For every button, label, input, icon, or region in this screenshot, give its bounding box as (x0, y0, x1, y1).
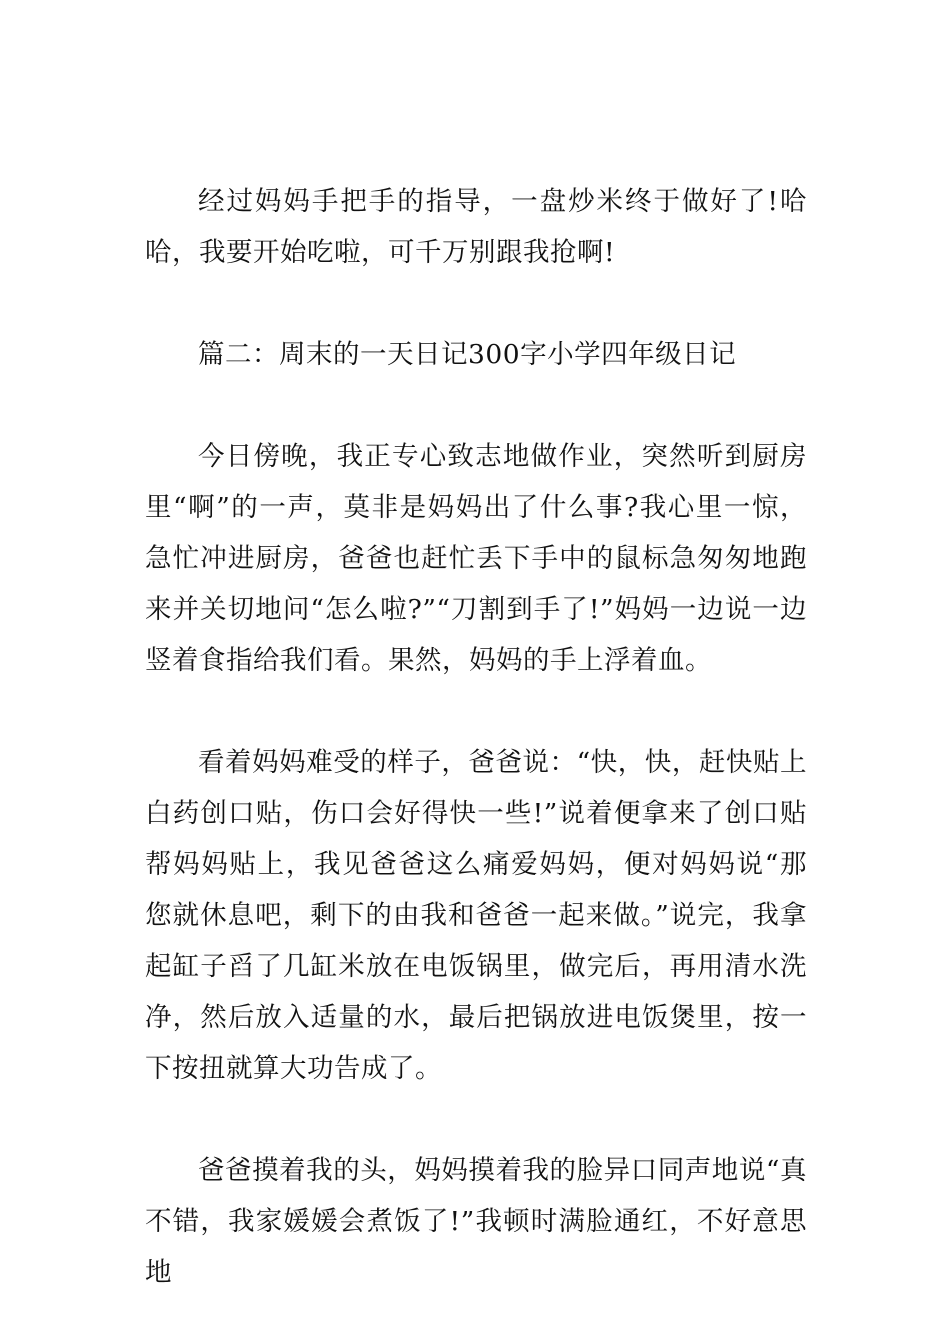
paragraph-gap (145, 1094, 807, 1145)
document-page (145, 176, 807, 1298)
paragraph-4: 爸爸摸着我的头，妈妈摸着我的脸异口同声地说“真不错，我家媛媛会煮饭了!”我顿时满脸通红，不好意思地 (145, 1155, 807, 1288)
paragraph-1: 经过妈妈手把手的指导，一盘炒米终于做好了!哈哈，我要开始吃啦，可千万别跟我抢啊! (145, 186, 807, 268)
paragraph-gap (145, 686, 807, 737)
paragraph-gap (145, 380, 807, 431)
paragraph-gap (145, 278, 807, 329)
paragraph-3: 看着妈妈难受的样子，爸爸说：“快，快，赶快贴上白药创口贴，伤口会好得快一些!”说着便拿来了创口贴帮妈妈贴上，我见爸爸这么痛爱妈妈，便对妈妈说“那您就休息吧，剩下的由我和爸爸一起来做。”说完，我拿起缸子舀了几缸米放在电饭锅里，做完后，再用清水洗净，然后放入适量的水，最后把锅放进电饭煲里，按一下按扭就算大功告成了。 (145, 747, 807, 1084)
paragraph-2: 今日傍晚，我正专心致志地做作业，突然听到厨房里“啊”的一声，莫非是妈妈出了什么事?我心里一惊，急忙冲进厨房，爸爸也赶忙丢下手中的鼠标急匆匆地跑来并关切地问“怎么啦?”“刀割到手了!”妈妈一边说一边竖着食指给我们看。果然，妈妈的手上浮着血。 (145, 441, 807, 676)
section-heading: 篇二：周末的一天日记300字小学四年级日记 (198, 339, 737, 370)
